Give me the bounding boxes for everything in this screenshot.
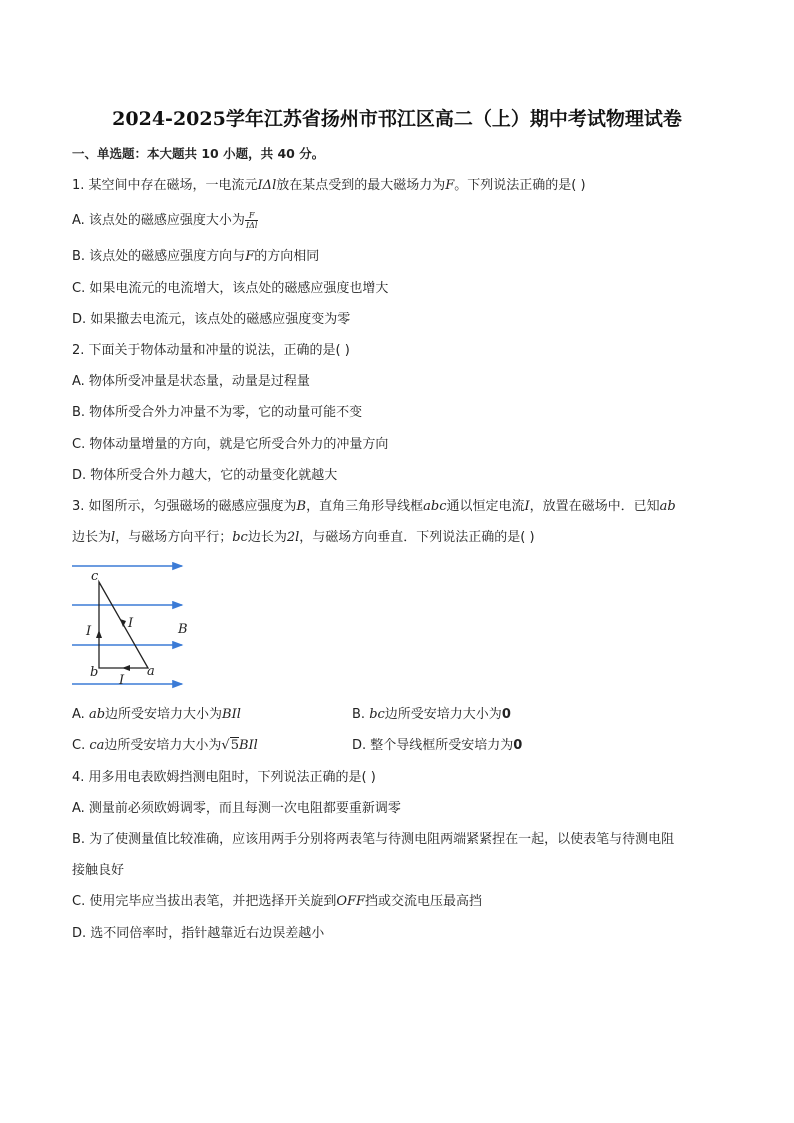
q3-magnetic-field-figure — [68, 558, 198, 693]
label-field-B: B — [178, 622, 188, 637]
page-title: 2024-2025学年江苏省扬州市邗江区高二（上）期中考试物理试卷 — [112, 108, 682, 130]
current-arrow-ab — [122, 665, 130, 671]
q3-option-b: B. bc边所受安培力大小为0 — [352, 707, 511, 722]
q4-option-a: A. 测量前必须欧姆调零，而且每测一次电阻都要重新调零 — [72, 801, 401, 816]
q1-option-d: D. 如果撤去电流元，该点处的磁感应强度变为零 — [72, 312, 351, 327]
q2-stem: 2. 下面关于物体动量和冲量的说法，正确的是( ) — [72, 343, 350, 358]
q4-option-d: D. 选不同倍率时，指针越靠近右边误差越小 — [72, 926, 325, 941]
q4-stem: 4. 用多用电表欧姆挡测电阻时，下列说法正确的是( ) — [72, 770, 376, 785]
q4-option-b-line2: 接触良好 — [72, 863, 125, 878]
label-a: a — [147, 664, 155, 679]
q1-fraction: $\frac{F}{\text{IΔl}}$ — [245, 211, 258, 230]
label-current-bottom: I — [119, 673, 125, 688]
label-current-left: I — [86, 624, 92, 639]
q4-option-c: C. 使用完毕应当拔出表笔，并把选择开关旋到OFF挡或交流电压最高挡 — [72, 894, 483, 909]
q4-option-b-line1: B. 为了使测量值比较准确，应该用两手分别将两表笔与待测电阻两端紧紧捏在一起，以使表笔与待测电阻 — [72, 832, 675, 847]
q3-option-d: D. 整个导线框所受安培力为0 — [352, 738, 523, 753]
q3-stem-line1: 3. 如图所示，匀强磁场的磁感应强度为B，直角三角形导线框abc通以恒定电流I，放置在磁场中．已知ab — [72, 499, 676, 514]
current-arrow-ca — [120, 619, 126, 627]
q2-option-c: C. 物体动量增量的方向，就是它所受合外力的冲量方向 — [72, 437, 389, 452]
section-heading: 一、单选题：本大题共 10 小题，共 40 分。 — [72, 146, 325, 161]
q3-stem-line2: 边长为l，与磁场方向平行；bc边长为2l，与磁场方向垂直．下列说法正确的是( ) — [72, 530, 535, 545]
q3-option-c: C. ca边所受安培力大小为√5BIl — [72, 738, 258, 753]
label-b: b — [90, 665, 99, 680]
q3-option-a: A. ab边所受安培力大小为BIl — [72, 707, 241, 722]
sqrt-sign: √5 — [221, 738, 239, 753]
q1-option-c: C. 如果电流元的电流增大，该点处的磁感应强度也增大 — [72, 281, 389, 296]
q1-option-a: A. 该点处的磁感应强度大小为 $\frac{F}{\text{IΔl}}$ — [72, 211, 258, 230]
q2-option-a: A. 物体所受冲量是状态量，动量是过程量 — [72, 374, 310, 389]
label-c: c — [91, 569, 99, 584]
label-current-diagonal: I — [128, 616, 134, 631]
q1-stem: 1. 某空间中存在磁场，一电流元IΔl放在某点受到的最大磁场力为F。下列说法正确的是( ) — [72, 178, 586, 193]
current-arrow-bc — [96, 630, 102, 638]
q2-option-b: B. 物体所受合外力冲量不为零，它的动量可能不变 — [72, 405, 363, 420]
q1-option-b: B. 该点处的磁感应强度方向与F的方向相同 — [72, 249, 320, 264]
q2-option-d: D. 物体所受合外力越大，它的动量变化就越大 — [72, 468, 338, 483]
